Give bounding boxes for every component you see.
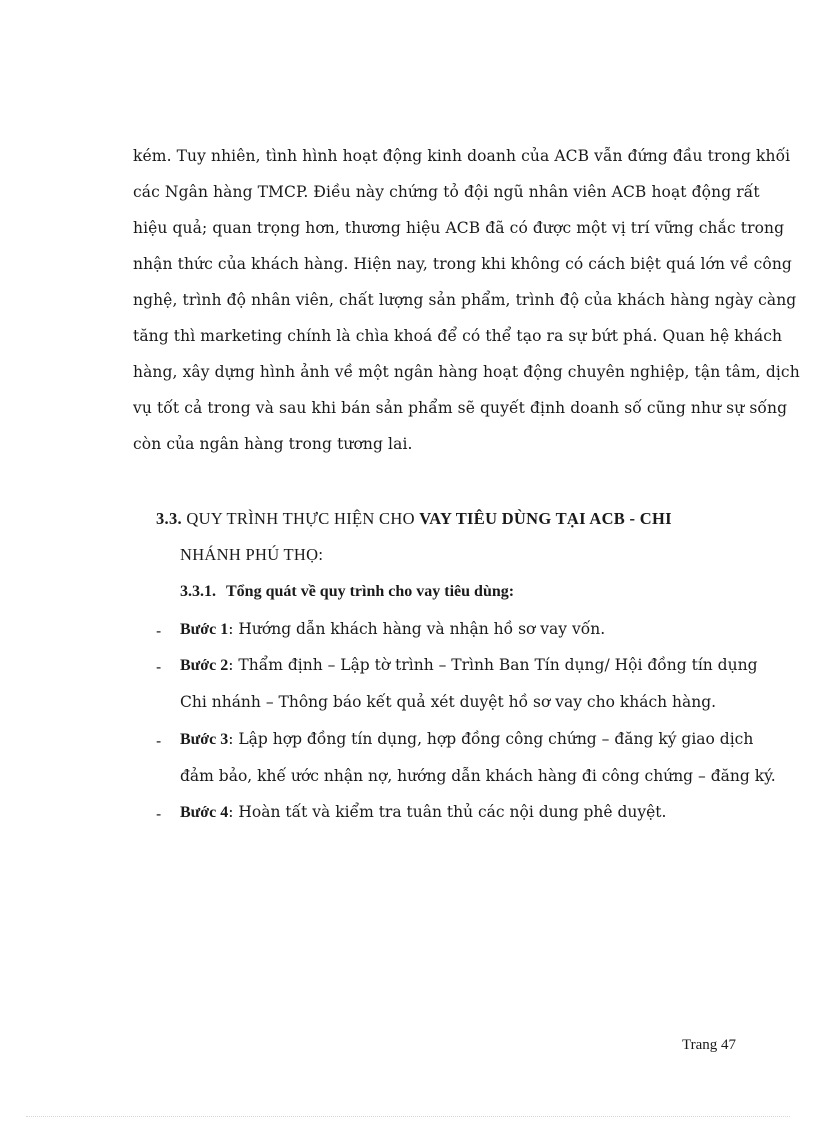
footer-divider	[26, 1116, 790, 1117]
step-text: : Thẩm định – Lập tờ trình – Trình Ban Tín dụng/ Hội đồng tín dụng	[228, 656, 758, 674]
step-item	[180, 655, 758, 676]
subsection-number: 3.3.1.	[180, 583, 216, 600]
step-text-cont: đảm bảo, khế ước nhận nợ, hướng dẫn khách hàng đi công chứng – đăng ký.	[180, 767, 776, 785]
paragraph-line: tăng thì marketing chính là chìa khoá để có thể tạo ra sự bứt phá. Quan hệ khách	[133, 327, 783, 345]
step-text: : Lập hợp đồng tín dụng, hợp đồng công chứng – đăng ký giao dịch	[228, 730, 754, 748]
subsection-heading	[180, 581, 514, 603]
step-item	[180, 619, 605, 640]
step-label: Bước 4	[180, 804, 229, 821]
section-number: 3.3.	[156, 509, 182, 528]
paragraph-line: hiệu quả; quan trọng hơn, thương hiệu ACB đã có được một vị trí vững chắc trong	[133, 219, 785, 237]
step-item	[180, 729, 753, 750]
paragraph-line: nghệ, trình độ nhân viên, chất lượng sản phẩm, trình độ của khách hàng ngày càng	[133, 291, 797, 309]
section-heading-cont: NHÁNH PHÚ THỌ:	[180, 545, 324, 564]
list-bullet: -	[156, 805, 162, 823]
paragraph-line: còn của ngân hàng trong tương lai.	[133, 435, 413, 453]
paragraph-line: nhận thức của khách hàng. Hiện nay, trong khi không có cách biệt quá lớn về công	[133, 255, 792, 273]
step-item	[180, 802, 666, 823]
step-label: Bước 2	[180, 657, 229, 674]
paragraph-line: các Ngân hàng TMCP. Điều này chứng tỏ đội ngũ nhân viên ACB hoạt động rất	[133, 183, 760, 201]
page-number: Trang 47	[682, 1037, 737, 1053]
paragraph-line: kém. Tuy nhiên, tình hình hoạt động kinh doanh của ACB vẫn đứng đầu trong khối	[133, 147, 791, 165]
step-text: : Hướng dẫn khách hàng và nhận hồ sơ vay vốn.	[228, 620, 606, 638]
list-bullet: -	[156, 658, 162, 676]
section-title-part-tail: - CHI	[625, 509, 672, 528]
paragraph-line: hàng, xây dựng hình ảnh về một ngân hàng hoạt động chuyên nghiệp, tận tâm, dịch	[133, 363, 800, 381]
step-label: Bước 3	[180, 731, 229, 748]
step-label: Bước 1	[180, 621, 229, 638]
step-text: : Hoàn tất và kiểm tra tuân thủ các nội dung phê duyệt.	[228, 803, 667, 821]
section-title-part: QUY TRÌNH THỰC HIỆN CHO	[186, 509, 420, 528]
list-bullet: -	[156, 732, 162, 750]
list-bullet: -	[156, 622, 162, 640]
section-heading	[156, 508, 672, 530]
section-title-part-bold: VAY TIÊU DÙNG TẠI ACB	[419, 509, 626, 528]
step-text-cont: Chi nhánh – Thông báo kết quả xét duyệt hồ sơ vay cho khách hàng.	[180, 693, 717, 711]
subsection-title: Tổng quát về quy trình cho vay tiêu dùng:	[226, 583, 515, 600]
paragraph-line: vụ tốt cả trong và sau khi bán sản phẩm sẽ quyết định doanh số cũng như sự sống	[133, 399, 788, 417]
